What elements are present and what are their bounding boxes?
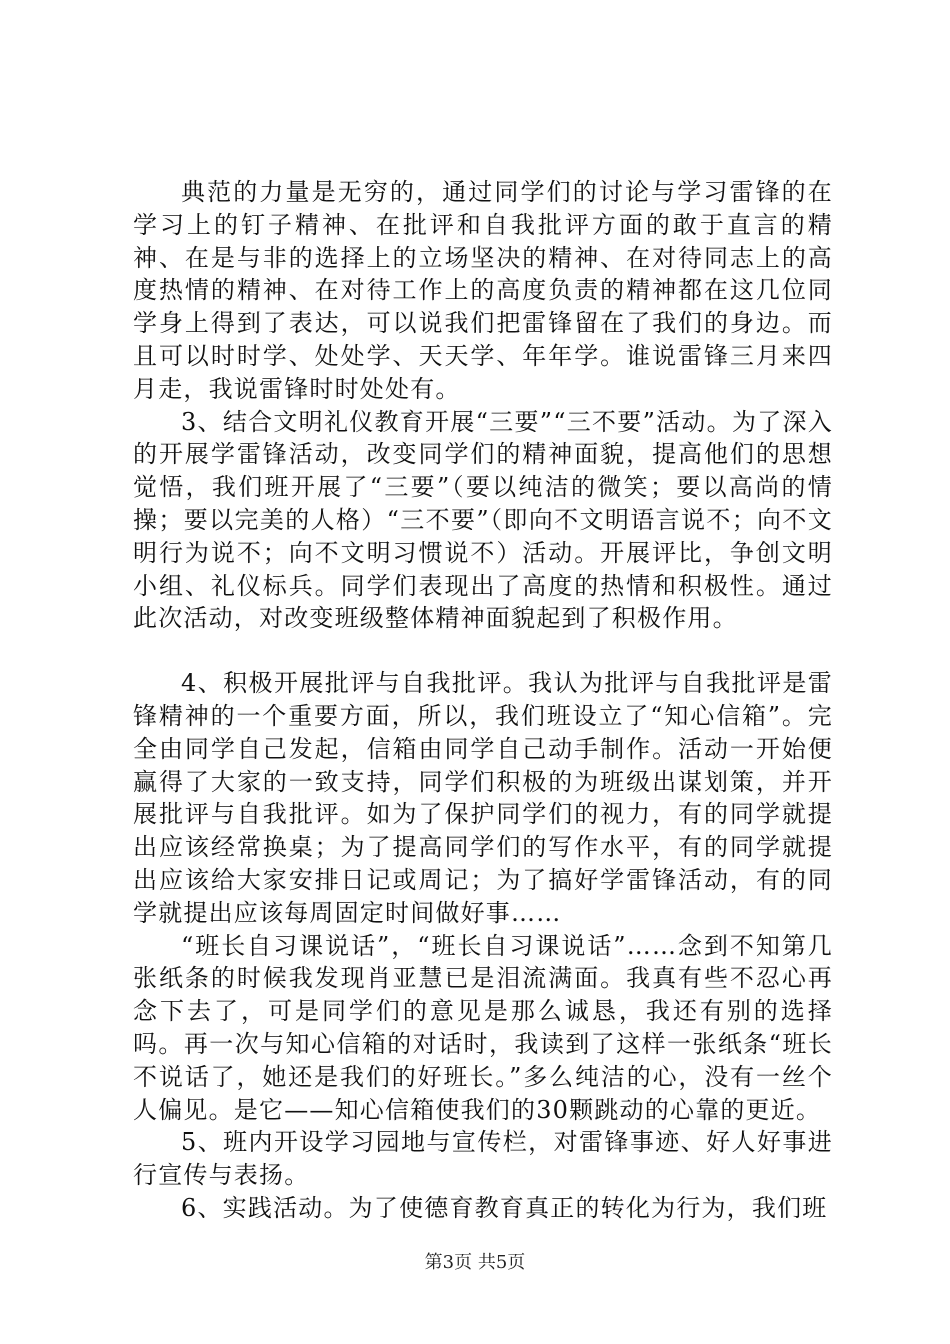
paragraph-class-monitor-notes: “班长自习课说话”，“班长自习课说话”……念到不知第几张纸条的时候我发现肖亚慧已是泪流满面。我真有些不忍心再念下去了，可是同学们的意见是那么诚恳，我还有别的选择吗。再一次与知心信箱的对话时，我读到了这样一张纸条“班长不说话了，她还是我们的好班长。”多么纯洁的心，没有一丝个人偏见。是它——知心信箱使我们的30颗跳动的心靠的更近。 <box>133 931 833 1124</box>
document-body <box>133 176 833 1225</box>
paragraph-item-3-etiquette: 3、结合文明礼仪教育开展“三要”“三不要”活动。为了深入的开展学雷锋活动，改变同学们的精神面貌，提高他们的思想觉悟，我们班开展了“三要”（要以纯洁的微笑；要以高尚的情操；要以完美的人格）“三不要”（即向不文明语言说不；向不文明行为说不；向不文明习惯说不）活动。开展评比，争创文明小组、礼仪标兵。同学们表现出了高度的热情和积极性。通过此次活动，对改变班级整体精神面貌起到了积极作用。 <box>133 407 833 633</box>
paragraph-role-model: 典范的力量是无穷的，通过同学们的讨论与学习雷锋的在学习上的钉子精神、在批评和自我批评方面的敢于直言的精神、在是与非的选择上的立场坚决的精神、在对待同志上的高度热情的精神、在对待工作上的高度负责的精神都在这几位同学身上得到了表达，可以说我们把雷锋留在了我们的身边。而且可以时时学、处处学、天天学、年年学。谁说雷锋三月来四月走，我说雷锋时时处处有。 <box>133 178 833 403</box>
paragraph-item-6-practice: 6、实践活动。为了使德育教育真正的转化为行为，我们班 <box>181 1193 828 1222</box>
paragraph-item-4-criticism: 4、积极开展批评与自我批评。我认为批评与自我批评是雷锋精神的一个重要方面，所以，我们班设立了“知心信箱”。完全由同学自己发起，信箱由同学自己动手制作。活动一开始便赢得了大家的一致支持，同学们积极的为班级出谋划策，并开展批评与自我批评。如为了保护同学们的视力，有的同学就提出应该经常换桌；为了提高同学们的写作水平，有的同学就提出应该给大家安排日记或周记；为了搞好学雷锋活动，有的同学就提出应该每周固定时间做好事…… <box>133 669 833 927</box>
page-number-footer: 第3页 共5页 <box>424 1252 526 1273</box>
paragraph-item-5-bulletin: 5、班内开设学习园地与宣传栏，对雷锋事迹、好人好事进行宣传与表扬。 <box>133 1128 833 1190</box>
